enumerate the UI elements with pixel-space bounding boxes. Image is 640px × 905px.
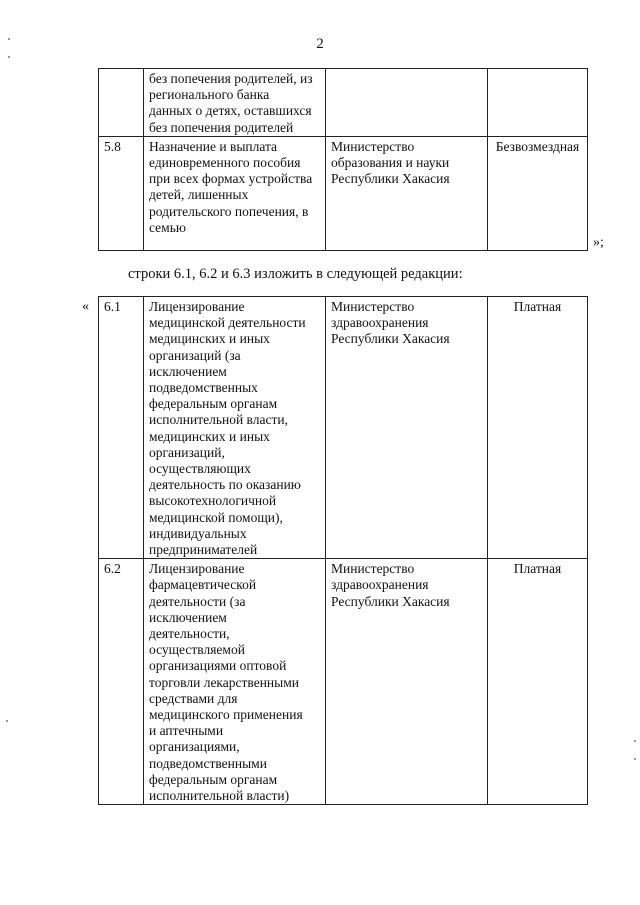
service-name-cell [144, 69, 326, 137]
service-line: деятельность по оказанию [149, 477, 301, 493]
service-line: предпринимателей [149, 542, 258, 558]
service-line: организаций (за [149, 347, 241, 363]
service-line: осуществляемой [149, 642, 245, 658]
authority-line: Министерство [331, 138, 415, 154]
service-line: детей, лишенных [149, 187, 249, 203]
row-number-cell: 5.8 [99, 136, 144, 250]
service-line: организаций, [149, 444, 225, 460]
table-row [99, 559, 588, 805]
service-line: деятельности, [149, 626, 230, 642]
service-line: фармацевтической [149, 577, 257, 593]
fee-type-cell [488, 69, 588, 137]
service-line: единовременного пособия [149, 155, 301, 171]
services-table-continued [98, 68, 588, 251]
service-line: индивидуальных [149, 525, 247, 541]
scan-speck [6, 720, 8, 722]
service-line: без попечения родителей [149, 119, 294, 135]
table-row [99, 136, 588, 250]
authority-cell [326, 297, 488, 559]
service-line: и аптечными [149, 723, 224, 739]
row-number-cell: 6.2 [99, 559, 144, 805]
service-line: федеральным органам [149, 396, 278, 412]
service-line: Лицензирование [149, 561, 245, 577]
service-name-cell [144, 297, 326, 559]
authority-cell [326, 69, 488, 137]
authority-line: образования и науки [331, 155, 450, 171]
authority-line: Министерство [331, 561, 415, 577]
scan-speck [634, 758, 636, 760]
service-line: исполнительной власти) [149, 788, 290, 804]
scan-speck [8, 56, 10, 58]
page-number: 2 [316, 36, 324, 52]
service-line: родительского попечения, в [149, 203, 309, 219]
authority-cell [326, 559, 488, 805]
service-line: медицинской деятельности [149, 315, 306, 331]
service-name-cell [144, 559, 326, 805]
service-line: медицинской помощи), [149, 509, 283, 525]
service-line: средствами для [149, 690, 238, 706]
opening-quote: « [82, 299, 89, 314]
service-line: медицинского применения [149, 707, 303, 723]
service-line: деятельности (за [149, 593, 246, 609]
fee-type-cell: Платная [488, 559, 588, 805]
authority-line: Республики Хакасия [331, 593, 450, 609]
authority-line: Республики Хакасия [331, 331, 450, 347]
fee-type-cell: Безвозмездная [488, 136, 588, 250]
service-line: подведомственными [149, 755, 267, 771]
services-table-new-edition [98, 296, 588, 805]
table-row [99, 297, 588, 559]
service-line: исключением [149, 609, 227, 625]
service-line: осуществляющих [149, 461, 251, 477]
service-line: семью [149, 219, 186, 235]
service-line: торговли лекарственными [149, 674, 299, 690]
service-line: подведомственных [149, 380, 258, 396]
authority-line: Республики Хакасия [331, 171, 450, 187]
row-number-cell [99, 69, 144, 137]
closing-quote: »; [593, 235, 604, 250]
service-line: высокотехнологичной [149, 493, 277, 509]
service-line: Лицензирование [149, 299, 245, 314]
service-line: медицинских и иных [149, 331, 270, 347]
service-line: исключением [149, 363, 227, 379]
service-name-cell [144, 136, 326, 250]
authority-line: здравоохранения [331, 315, 429, 331]
service-line: регионального банка [149, 87, 270, 103]
scan-speck [634, 740, 636, 742]
table-row [99, 69, 588, 137]
service-line: при всех формах устройства [149, 171, 313, 187]
authority-line: здравоохранения [331, 577, 429, 593]
row-number-cell: 6.1 [99, 297, 144, 559]
amendment-instruction: строки 6.1, 6.2 и 6.3 изложить в следующей редакции: [128, 266, 463, 282]
service-line: без попечения родителей, из [149, 71, 313, 86]
service-line: медицинских и иных [149, 428, 270, 444]
service-line: федеральным органам [149, 771, 278, 787]
service-line: организациями оптовой [149, 658, 287, 674]
authority-cell [326, 136, 488, 250]
authority-line: Министерство [331, 299, 415, 314]
service-line: исполнительной власти, [149, 412, 288, 428]
fee-type-cell: Платная [488, 297, 588, 559]
service-line: Назначение и выплата [149, 138, 278, 154]
service-line: организациями, [149, 739, 240, 755]
scan-speck [8, 38, 10, 40]
service-line: данных о детях, оставшихся [149, 103, 312, 119]
